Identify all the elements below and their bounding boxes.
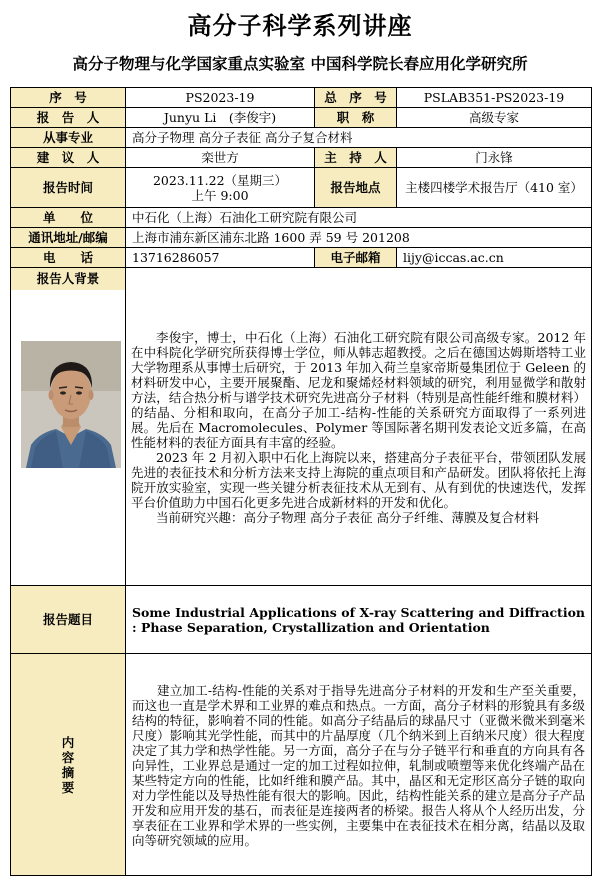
time-value (126, 168, 315, 208)
table-row (11, 208, 592, 228)
table-row (11, 248, 592, 268)
table-row (11, 168, 592, 208)
proposer-value: 栾世方 (126, 148, 315, 168)
email-label: 电子邮箱 (315, 248, 397, 268)
total-serial-label: 总 序 号 (315, 88, 397, 108)
table-row (11, 586, 592, 654)
phone-label: 电 话 (11, 248, 126, 268)
table-row (11, 88, 592, 108)
time-label: 报告时间 (11, 168, 126, 208)
table-row (11, 128, 592, 148)
unit-label: 单 位 (11, 208, 126, 228)
address-value: 上海市浦东新区浦东北路 1600 弄 59 号 201208 (126, 228, 592, 248)
page-subtitle: 高分子物理与化学国家重点实验室 中国科学院长春应用化学研究所 (72, 55, 528, 73)
speaker-label: 报 告 人 (11, 108, 126, 128)
proposer-label: 建 议 人 (11, 148, 126, 168)
venue-value: 主楼四楼学术报告厅（410 室） (397, 168, 592, 208)
info-table (10, 87, 592, 876)
phone-value: 13716286057 (126, 248, 315, 268)
table-row (11, 108, 592, 128)
page-title: 高分子科学系列讲座 (187, 12, 413, 40)
position-label: 职 称 (315, 108, 397, 128)
topic-value: Some Industrial Applications of X-ray Scattering and Diffraction : Phase Separation, Crystallization and Orientation (126, 586, 592, 654)
bio-paragraph-3: 当前研究兴趣：高分子物理 高分子表征 高分子纤维、薄膜及复合材料 (156, 510, 539, 525)
host-label: 主 持 人 (315, 148, 397, 168)
field-label: 从事专业 (11, 128, 126, 148)
serial-label: 序 号 (11, 88, 126, 108)
speaker-value: Junyu Li (李俊宇) (126, 108, 315, 128)
unit-value: 中石化（上海）石油化工研究院有限公司 (126, 208, 592, 228)
table-row (11, 228, 592, 248)
background-label: 报告人背景 (11, 268, 125, 290)
abstract-label-cell (11, 654, 126, 876)
serial-value: PS2023-19 (126, 88, 315, 108)
email-value: lijy@iccas.ac.cn (397, 248, 592, 268)
position-value: 高级专家 (397, 108, 592, 128)
background-label-cell (11, 268, 126, 586)
abstract-cell (126, 654, 592, 876)
table-row (11, 148, 592, 168)
table-row (11, 654, 592, 876)
venue-label: 报告地点 (315, 168, 397, 208)
abstract-text: 建立加工-结构-性能的关系对于指导先进高分子材料的开发和生产至关重要，而这也一直是学术界和工业界的难点和热点。一方面，高分子材料的形貌具有多级结构的特征，影响着不同的性能。如高分子结晶后的球晶尺寸（亚微米微米到毫米尺度）影响其光学性能，而其中的片晶厚度（几个纳米到上百纳米尺度）很大程度决定了其力学和热学性能。另一方面，高分子在与分子链平行和垂直的方向具有各向异性，工业界总是通过一定的加工过程如拉伸，轧制或喷塑等来优化终端产品在某些特定方向的性能，比如纤维和膜产品。其中，晶区和无定形区高分子链的取向对力学性能以及导热性能有很大的影响。因此，结构性能关系的建立是高分子产品开发和应用开发的基石，而表征是连接两者的桥梁。报告人将从个人经历出发，分享表征在工业界和学术界的一些实例，主要集中在表征技术在相分离，结晶以及取向等研究领域的应用。 (132, 682, 586, 848)
bio-paragraph-2: 2023 年 2 月初入职中石化上海院以来，搭建高分子表征平台，带领团队发展先进的表征技术和分析方法来支持上海院的重点项目和产品研发。团队将依托上海院开放实验室，实现一些关键分析表征技术从无到有、从有到优的快速迭代，发挥平台价值助力中国石化更多先进合成新材料的开发和优化。 (131, 450, 587, 510)
time-hour: 上午 9:00 (191, 187, 249, 203)
speaker-portrait-icon (21, 341, 121, 468)
host-value: 门永锋 (397, 148, 592, 168)
table-row (11, 268, 592, 586)
bio-cell (126, 268, 592, 586)
total-serial-value: PSLAB351-PS2023-19 (397, 88, 592, 108)
address-label: 通讯地址/邮编 (11, 228, 126, 248)
field-value: 高分子物理 高分子表征 高分子复合材料 (126, 128, 592, 148)
speaker-photo (21, 341, 121, 468)
time-date: 2023.11.22（星期三） (152, 172, 288, 188)
topic-label: 报告题目 (11, 586, 126, 654)
bio-paragraph-1: 李俊宇，博士，中石化（上海）石油化工研究院有限公司高级专家。2012 年在中科院化学研究所获得博士学位，师从韩志超教授。之后在德国达姆斯塔特工业大学物理系从事博士后研究，于 2013 年加入荷兰皇家帝斯曼集团位于 Geleen 的材料研发中心，主要开展聚酯、尼龙和聚烯烃材料领域的研究，利用显微学和散射方法，结合热分析与谱学技术研究先进高分子材料（特别是高性能纤维和膜材料）的结晶、分相和取向，在高分子加工-结构-性能的关系研究方面取得了一系列进展。先后在 Macromolecules、Polymer 等国际著名期刊发表论文近多篇，在高性能材料的表征方面具有丰富的经验。 (131, 330, 587, 450)
abstract-label: 内 容 摘 要 (61, 734, 87, 795)
